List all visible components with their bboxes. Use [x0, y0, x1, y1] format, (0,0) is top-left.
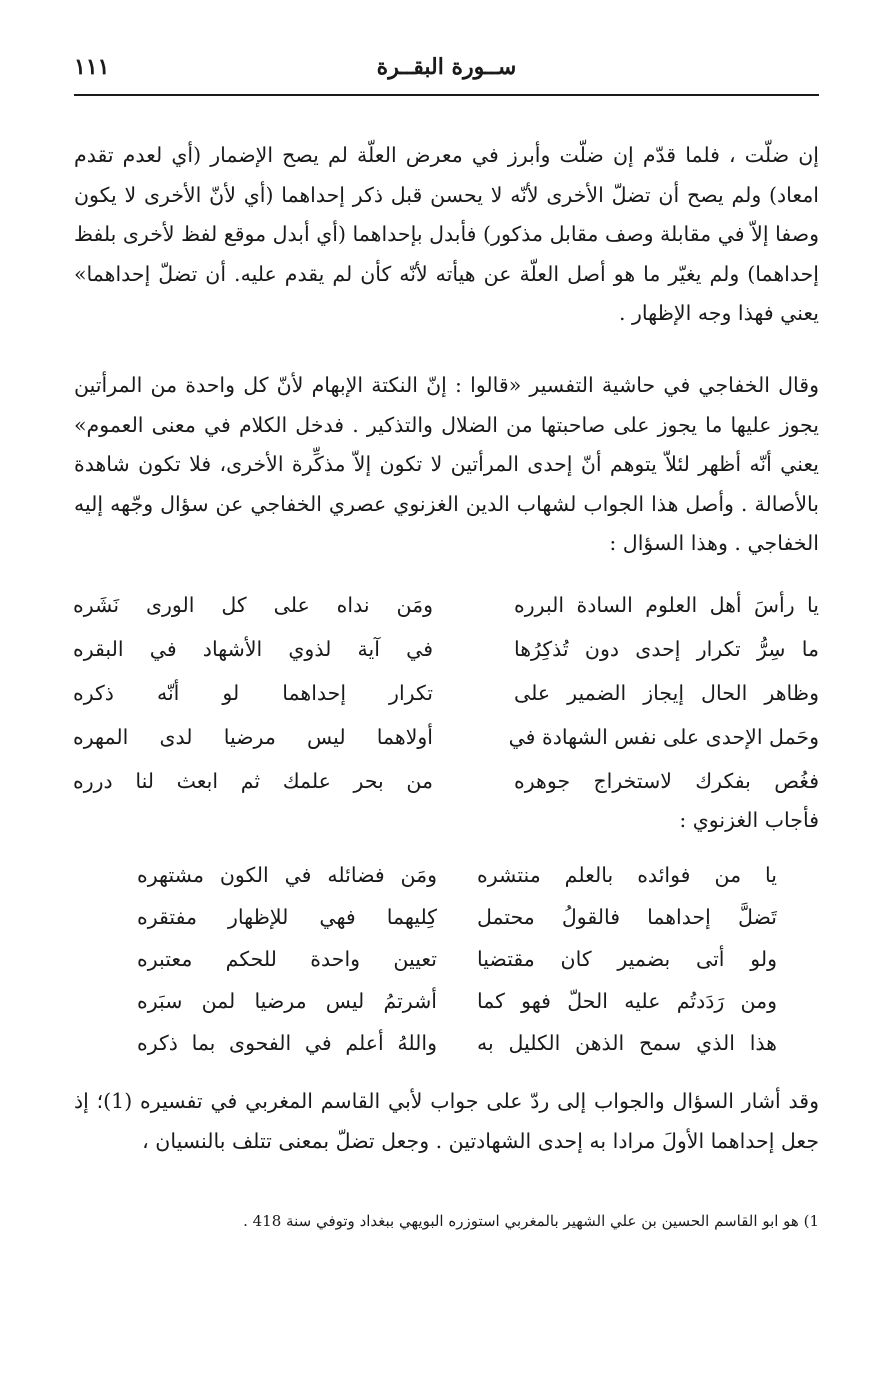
verse-line [137, 940, 777, 978]
verse-line [137, 1024, 777, 1062]
verse-line [73, 762, 819, 800]
verse-second-hemistich: تكرار إحداهما لو أنّه ذكره [73, 681, 433, 705]
verse-second-hemistich: أولاهما ليس مرضيا لدى المهره [73, 725, 433, 749]
paragraph-2: وقال الخفاجي في حاشية التفسير «قالوا : إنّ النكتة الإبهام لأنّ كل واحدة من المرأتين يجوز عليها ما يجوز على صاحبتها من الضلال والتذكير . فدخل الكلام في معنى العموم» يعني أنّه أظهر لئلاّ يتوهم أنّ إحدى المرأتين لا تكون إلاّ مذكِّرة الأخرى، فلا تكون شاهدة بالأصالة . وأصل هذا الجواب لشهاب الدين الغزنوي عصري الخفاجي عن سؤال وجّهه إليه الخفاجي . وهذا السؤال : [74, 373, 819, 555]
verse-first-hemistich: هذا الذي سمح الذهن الكليل به [477, 1031, 777, 1055]
verse-first-hemistich: تَضلَّ إحداهما فالقولُ محتمل [477, 905, 777, 929]
verse-second-hemistich: ومَن فضائله في الكون مشتهره [137, 863, 437, 887]
answer-intro: فأجاب الغزنوي : [679, 808, 819, 832]
verse-first-hemistich: ما سِرُّ تكرار إحدى دون تُذكِرُها [514, 637, 819, 661]
paragraph-1: إن ضلّت ، فلما قدّم إن ضلّت وأبرز في معرض العلّة لم يصح الإضمار (أي لعدم تقدم امعاد) ولم يصح أن تضلّ الأخرى لأنّه لا يحسن قبل ذكر إحداهما (أي لأنّ الأخرى لا يكون وصفا إلاّ في مقابلة وصف مقابل مذكور) فأبدل بإحداهما (أي أبدل موقع لفظ لأخرى بلفظ إحداهما) ولم يغيّر ما هو أصل العلّة عن هيأته لأنّه كأن لم يقدم عليه. أن تضلّ إحداهما» يعني فهذا وجه الإظهار . [74, 143, 819, 325]
verse-first-hemistich: ومن رَدَدتُم عليه الحلّ فهو كما [477, 989, 777, 1013]
verse-second-hemistich: في آية لذوي الأشهاد في البقره [73, 637, 433, 661]
verse-second-hemistich: من بحر علمك ثم ابعث لنا درره [73, 769, 433, 793]
verse-first-hemistich: وظاهر الحال إيجاز الضمير على [514, 681, 819, 705]
verse-second-hemistich: أشرتمُ ليس مرضيا لمن سبَره [137, 989, 437, 1013]
verse-first-hemistich: فغُص بفكرك لاستخراج جوهره [514, 769, 819, 793]
verse-second-hemistich: كِليهما فهي للإظهار مفتقره [137, 905, 437, 929]
verse-line [73, 630, 819, 668]
verse-first-hemistich: يا من فوائده بالعلم منتشره [477, 863, 777, 887]
verse-line [137, 982, 777, 1020]
page-header [74, 46, 819, 96]
verse-line [73, 586, 819, 624]
verse-first-hemistich: ولو أتى بضمير كان مقتضيا [477, 947, 777, 971]
verse-second-hemistich: واللهُ أعلم في الفحوى بما ذكره [137, 1031, 437, 1055]
verse-first-hemistich: وحَمل الإحدى على نفس الشهادة في [508, 725, 819, 749]
verse-first-hemistich: يا رأسَ أهل العلوم السادة البرره [514, 593, 819, 617]
page-number: ١١١ [74, 54, 110, 80]
verse-line [73, 674, 819, 712]
verse-second-hemistich: تعيين واحدة للحكم معتبره [137, 947, 437, 971]
running-title: ســورة البقــرة [376, 54, 517, 80]
verse-line [137, 856, 777, 894]
verse-line [137, 898, 777, 936]
footnote: 1) هو ابو القاسم الحسين بن علي الشهير بالمغربي استوزره البويهي ببغداد وتوفي سنة 418 . [243, 1212, 819, 1230]
verse-second-hemistich: ومَن نداه على كل الورى نَشَره [73, 593, 433, 617]
paragraph-3: وقد أشار السؤال والجواب إلى ردّ على جواب لأبي القاسم المغربي في تفسيره (1)؛ إذ جعل إحداهما الأولَ مرادا به إحدى الشهادتين . وجعل تضلّ بمعنى تتلف بالنسيان ، [74, 1089, 820, 1153]
verse-line [73, 718, 819, 756]
